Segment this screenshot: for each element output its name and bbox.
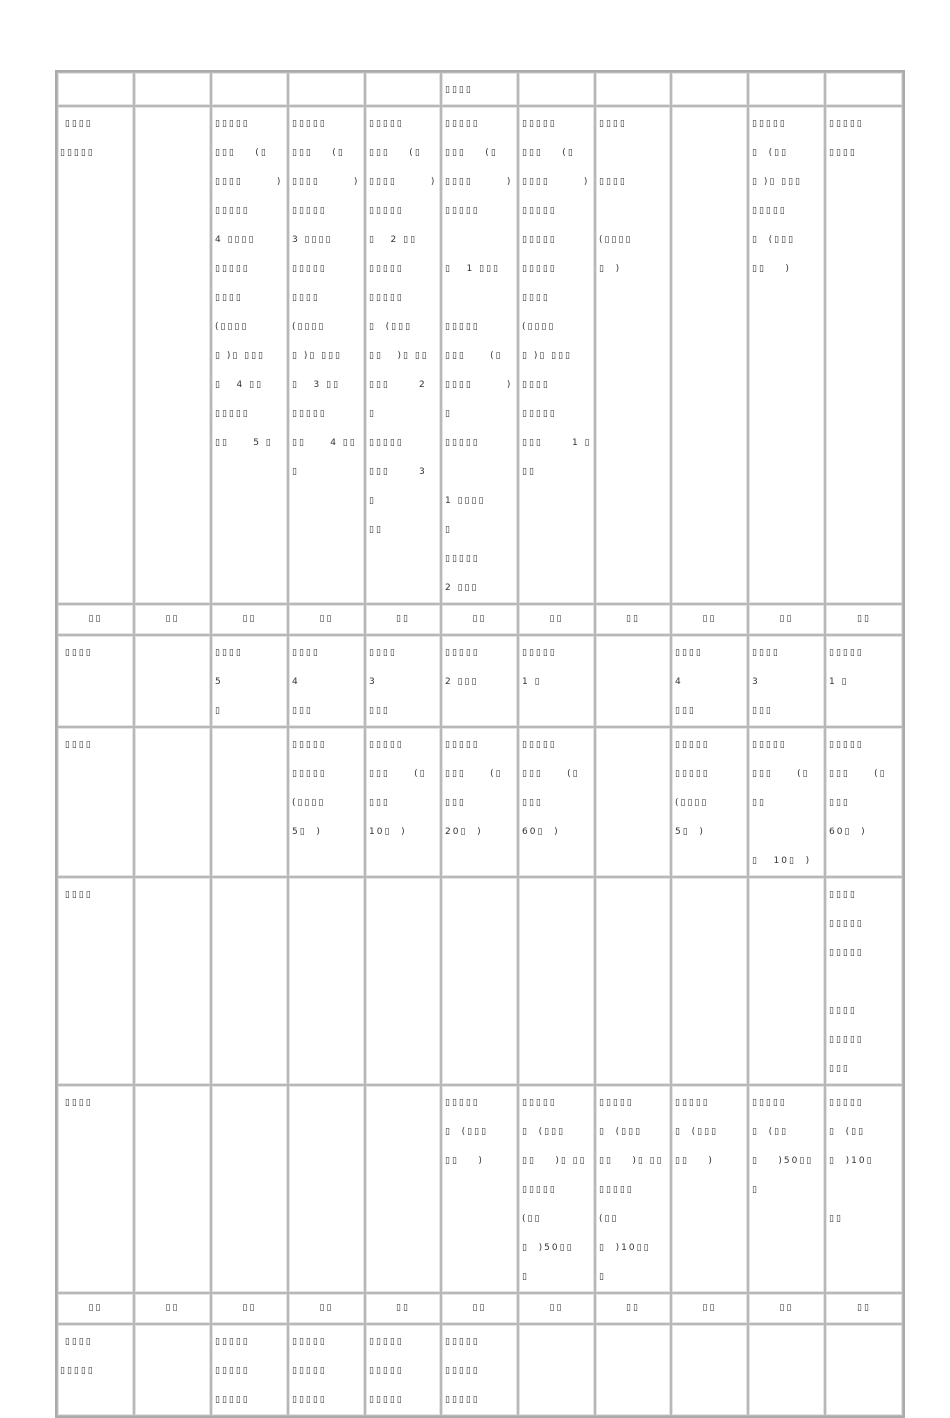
header-cell-c1: ▯▯: [134, 1293, 211, 1324]
header-cell-c5: ▯▯: [441, 604, 518, 635]
table-cell-c0: ▯▯▯▯: [57, 877, 134, 1085]
table-cell-c6: ▯▯▯▯▯ ▯▯▯ (▯ ▯▯▯▯ ) ▯▯▯▯▯ ▯▯▯▯▯ ▯▯▯▯▯ ▯▯▯▯ (▯▯▯▯ ▯ )▯ ▯▯▯ ▯▯▯▯ ▯▯▯▯▯ ▯▯▯ 1 ▯ ▯▯: [518, 106, 595, 604]
header-cell-c7: ▯▯: [595, 604, 671, 635]
table-cell-c9: ▯▯▯▯▯ ▯ (▯▯ ▯ )50▯▯ ▯: [748, 1085, 825, 1293]
table-cell-c2: [211, 727, 288, 877]
header-cell-c6: ▯▯: [518, 604, 595, 635]
table-header-row: [57, 1293, 903, 1324]
table-cell-c3: ▯▯▯▯▯ ▯▯▯▯▯ ▯▯▯▯▯: [288, 1324, 365, 1416]
table-cell-c8: [671, 72, 748, 106]
table-cell-c8: ▯▯▯▯▯ ▯▯▯▯▯ (▯▯▯▯ 5▯ ): [671, 727, 748, 877]
table-row: [57, 1324, 903, 1416]
header-cell-c0: ▯▯: [57, 604, 134, 635]
table-cell-c9: [748, 72, 825, 106]
header-cell-c10: ▯▯: [825, 1293, 903, 1324]
header-cell-c8: ▯▯: [671, 604, 748, 635]
table-cell-c4: ▯▯▯▯▯ ▯▯▯ (▯ ▯▯▯▯ ) ▯▯▯▯▯ ▯ 2 ▯▯ ▯▯▯▯▯ ▯▯▯▯▯ ▯ (▯▯▯ ▯▯ )▯ ▯▯ ▯▯▯ 2 ▯ ▯▯▯▯▯ ▯▯▯ 3 ▯ ▯▯: [365, 106, 441, 604]
table-cell-c1: [134, 635, 211, 727]
table-cell-c0: [57, 72, 134, 106]
header-cell-c1: ▯▯: [134, 604, 211, 635]
table-cell-c3: ▯▯▯▯ 4 ▯▯▯: [288, 635, 365, 727]
table-cell-c9: [748, 1324, 825, 1416]
table-cell-c3: [288, 877, 365, 1085]
table-cell-c10: ▯▯▯▯▯ ▯▯▯ (▯ ▯▯▯ 60▯ ): [825, 727, 903, 877]
table-cell-c5: [441, 877, 518, 1085]
table-cell-c1: [134, 72, 211, 106]
table-cell-c5: ▯▯▯▯: [441, 72, 518, 106]
table-row: [57, 877, 903, 1085]
table-cell-c0: ▯▯▯▯ ▯▯▯▯▯: [57, 1324, 134, 1416]
table-cell-c7: ▯▯▯▯▯ ▯ (▯▯▯ ▯▯ )▯ ▯▯ ▯▯▯▯▯ (▯▯ ▯ )10▯▯ ▯: [595, 1085, 671, 1293]
table-cell-c5: ▯▯▯▯▯ ▯▯▯ (▯ ▯▯▯ 20▯ ): [441, 727, 518, 877]
table-cell-c4: [365, 1085, 441, 1293]
header-cell-c9: ▯▯: [748, 1293, 825, 1324]
table-cell-c0: ▯▯▯▯: [57, 635, 134, 727]
table-cell-c4: ▯▯▯▯▯ ▯▯▯▯▯ ▯▯▯▯▯: [365, 1324, 441, 1416]
table-cell-c2: ▯▯▯▯▯ ▯▯▯▯▯ ▯▯▯▯▯: [211, 1324, 288, 1416]
table-cell-c0: ▯▯▯▯: [57, 727, 134, 877]
table-cell-c2: [211, 877, 288, 1085]
table-cell-c8: ▯▯▯▯▯ ▯ (▯▯▯ ▯▯ ): [671, 1085, 748, 1293]
table-row: [57, 72, 903, 106]
header-cell-c2: ▯▯: [211, 1293, 288, 1324]
header-cell-c8: ▯▯: [671, 1293, 748, 1324]
table-cell-c10: ▯▯▯▯▯ ▯ (▯▯ ▯ )10▯ ▯▯: [825, 1085, 903, 1293]
table-cell-c6: ▯▯▯▯▯ 1 ▯: [518, 635, 595, 727]
table-cell-c2: ▯▯▯▯▯ ▯▯▯ (▯ ▯▯▯▯ ) ▯▯▯▯▯ 4 ▯▯▯▯ ▯▯▯▯▯ ▯▯▯▯ (▯▯▯▯ ▯ )▯ ▯▯▯ ▯ 4 ▯▯ ▯▯▯▯▯ ▯▯ 5 ▯: [211, 106, 288, 604]
table-cell-c1: [134, 727, 211, 877]
table-cell-c6: ▯▯▯▯▯ ▯ (▯▯▯ ▯▯ )▯ ▯▯ ▯▯▯▯▯ (▯▯ ▯ )50▯▯ ▯: [518, 1085, 595, 1293]
table-cell-c4: [365, 72, 441, 106]
header-cell-c6: ▯▯: [518, 1293, 595, 1324]
table-cell-c3: ▯▯▯▯▯ ▯▯▯▯▯ (▯▯▯▯ 5▯ ): [288, 727, 365, 877]
table-cell-c6: ▯▯▯▯▯ ▯▯▯ (▯ ▯▯▯ 60▯ ): [518, 727, 595, 877]
header-cell-c0: ▯▯: [57, 1293, 134, 1324]
table-cell-c2: [211, 1085, 288, 1293]
table-cell-c10: ▯▯▯▯▯ ▯▯▯▯: [825, 106, 903, 604]
table-cell-c8: ▯▯▯▯ 4 ▯▯▯: [671, 635, 748, 727]
table-cell-c10: ▯▯▯▯ ▯▯▯▯▯ ▯▯▯▯▯ ▯▯▯▯ ▯▯▯▯▯ ▯▯▯: [825, 877, 903, 1085]
header-cell-c4: ▯▯: [365, 1293, 441, 1324]
table-cell-c0: ▯▯▯▯ ▯▯▯▯▯: [57, 106, 134, 604]
table-cell-c7: [595, 877, 671, 1085]
table-cell-c5: ▯▯▯▯▯ 2 ▯▯▯: [441, 635, 518, 727]
table-cell-c0: ▯▯▯▯: [57, 1085, 134, 1293]
table-cell-c4: ▯▯▯▯▯ ▯▯▯ (▯ ▯▯▯ 10▯ ): [365, 727, 441, 877]
header-cell-c3: ▯▯: [288, 604, 365, 635]
table-cell-c6: [518, 877, 595, 1085]
table-cell-c8: [671, 877, 748, 1085]
table-cell-c9: ▯▯▯▯▯ ▯ (▯▯ ▯ )▯ ▯▯▯ ▯▯▯▯▯ ▯ (▯▯▯ ▯▯ ): [748, 106, 825, 604]
table-cell-c5: ▯▯▯▯▯ ▯▯▯ (▯ ▯▯▯▯ ) ▯▯▯▯▯ ▯ 1 ▯▯▯ ▯▯▯▯▯ ▯▯▯ (▯ ▯▯▯▯ )▯ ▯▯▯▯▯ 1 ▯▯▯▯ ▯ ▯▯▯▯▯ 2 ▯▯▯: [441, 106, 518, 604]
table-cell-c7: ▯▯▯▯ ▯▯▯▯ (▯▯▯▯ ▯ ): [595, 106, 671, 604]
table-cell-c10: ▯▯▯▯▯ 1 ▯: [825, 635, 903, 727]
table-cell-c10: [825, 72, 903, 106]
table-cell-c1: [134, 1085, 211, 1293]
table-cell-c5: ▯▯▯▯▯ ▯▯▯▯▯ ▯▯▯▯▯: [441, 1324, 518, 1416]
table-cell-c9: ▯▯▯▯▯ ▯▯▯ (▯ ▯▯ ▯ 10▯ ): [748, 727, 825, 877]
header-cell-c5: ▯▯: [441, 1293, 518, 1324]
header-cell-c2: ▯▯: [211, 604, 288, 635]
table-cell-c7: [595, 635, 671, 727]
header-cell-c7: ▯▯: [595, 1293, 671, 1324]
table-row: [57, 727, 903, 877]
table-row: [57, 1085, 903, 1293]
header-cell-c4: ▯▯: [365, 604, 441, 635]
table-cell-c1: [134, 1324, 211, 1416]
table-cell-c2: [211, 72, 288, 106]
table-cell-c8: [671, 106, 748, 604]
table-row: [57, 635, 903, 727]
table-cell-c3: ▯▯▯▯▯ ▯▯▯ (▯ ▯▯▯▯ ) ▯▯▯▯▯ 3 ▯▯▯▯ ▯▯▯▯▯ ▯▯▯▯ (▯▯▯▯ ▯ )▯ ▯▯▯ ▯ 3 ▯▯ ▯▯▯▯▯ ▯▯ 4 ▯▯ ▯: [288, 106, 365, 604]
table-header-row: [57, 604, 903, 635]
table-cell-c7: [595, 72, 671, 106]
table-cell-c6: [518, 72, 595, 106]
header-cell-c10: ▯▯: [825, 604, 903, 635]
table-cell-c4: [365, 877, 441, 1085]
header-cell-c3: ▯▯: [288, 1293, 365, 1324]
table-cell-c3: [288, 1085, 365, 1293]
table-cell-c5: ▯▯▯▯▯ ▯ (▯▯▯ ▯▯ ): [441, 1085, 518, 1293]
table-cell-c2: ▯▯▯▯ 5 ▯: [211, 635, 288, 727]
table-cell-c3: [288, 72, 365, 106]
table-cell-c4: ▯▯▯▯ 3 ▯▯▯: [365, 635, 441, 727]
table-cell-c10: [825, 1324, 903, 1416]
table-cell-c7: [595, 727, 671, 877]
table-cell-c7: [595, 1324, 671, 1416]
table-body: [57, 72, 903, 1416]
document-table: [55, 70, 905, 1418]
table-cell-c8: [671, 1324, 748, 1416]
table-cell-c1: [134, 877, 211, 1085]
table-cell-c1: [134, 106, 211, 604]
table-cell-c9: ▯▯▯▯ 3 ▯▯▯: [748, 635, 825, 727]
table-row: [57, 106, 903, 604]
table-cell-c9: [748, 877, 825, 1085]
header-cell-c9: ▯▯: [748, 604, 825, 635]
table-cell-c6: [518, 1324, 595, 1416]
